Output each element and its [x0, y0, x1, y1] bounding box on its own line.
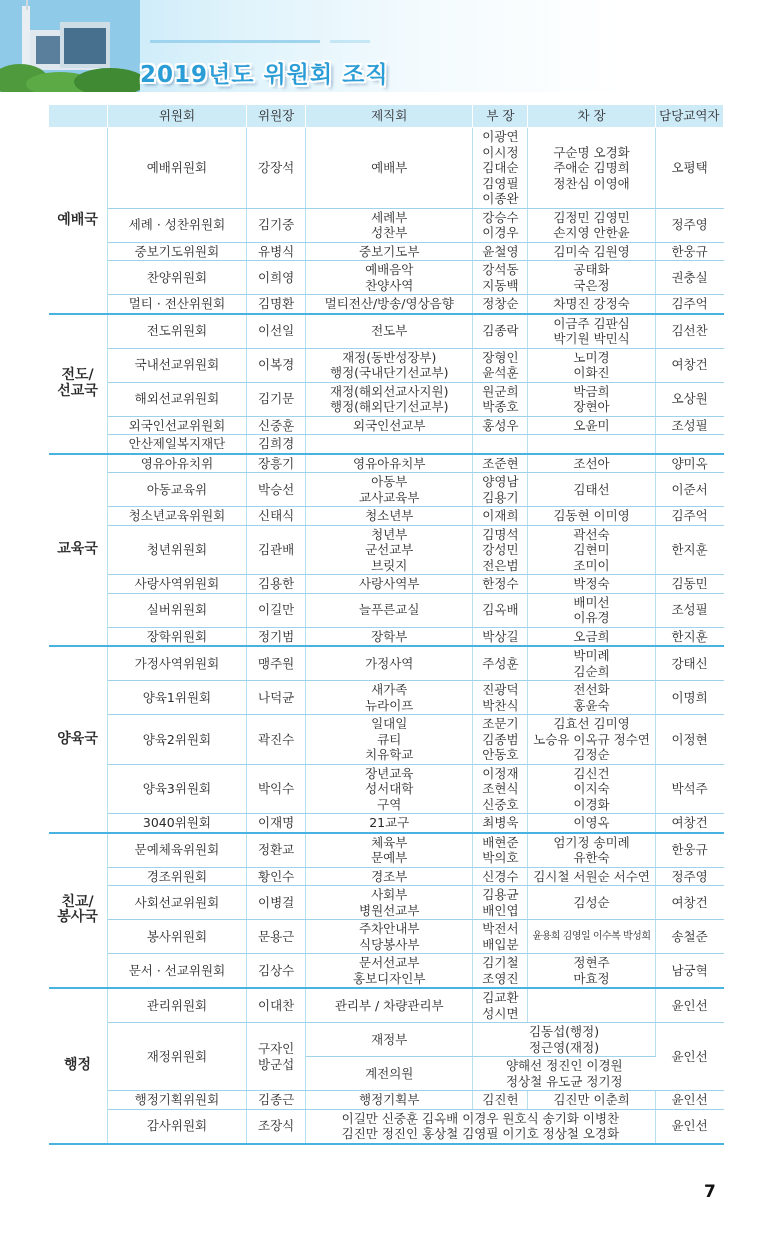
column-header-department: 제직회: [306, 105, 473, 128]
table-row: [49, 646, 724, 681]
chair-cell: 신태식: [247, 507, 306, 526]
chair-cell: 황인수: [247, 867, 306, 886]
head-cell: 김종락: [473, 314, 528, 349]
chair-cell: 문용근: [247, 920, 306, 954]
deputy-cell: 김효선 김미영 노승유 이옥규 정수연 김정순: [528, 715, 655, 765]
chair-cell: 이희영: [247, 261, 306, 295]
minister-cell: 정주영: [655, 208, 723, 242]
head-cell: 김옥배: [473, 593, 528, 627]
committee-cell: 양육1위원회: [107, 681, 247, 715]
head-cell: [473, 435, 528, 454]
minister-cell: 양미옥: [655, 454, 723, 473]
table-row: [49, 988, 724, 1023]
committee-cell: 장학위원회: [107, 627, 247, 646]
department-cell: 새가족 뉴라이프: [306, 681, 473, 715]
bureau-label: 행정: [49, 988, 108, 1144]
chair-cell: 유병식: [247, 242, 306, 261]
head-cell: 김용균 배인엽: [473, 886, 528, 920]
minister-cell: 송철준: [655, 920, 723, 954]
minister-cell: 조성필: [655, 593, 723, 627]
committee-cell: 청소년교육위원회: [107, 507, 247, 526]
department-cell: 일대일 큐티 치유학교: [306, 715, 473, 765]
minister-cell: 한웅규: [655, 242, 723, 261]
department-cell: 관리부 / 차량관리부: [306, 988, 473, 1023]
department-cell: 경조부: [306, 867, 473, 886]
chair-cell: 정환교: [247, 833, 306, 868]
department-cell: 사회부 병원선교부: [306, 886, 473, 920]
deputy-cell: 오금희: [528, 627, 655, 646]
committee-cell: 양육2위원회: [107, 715, 247, 765]
column-header-committee: 위원회: [107, 105, 247, 128]
deputy-cell: 박미례 김순희: [528, 646, 655, 681]
head-cell: 강석동 지동백: [473, 261, 528, 295]
chair-cell: 김기중: [247, 208, 306, 242]
table-row: [49, 128, 724, 209]
head-cell: 조문기 김종범 안동호: [473, 715, 528, 765]
minister-cell: 오상원: [655, 382, 723, 416]
deputy-cell: 정현주 마효정: [528, 954, 655, 989]
chair-cell: 김용한: [247, 575, 306, 594]
chair-cell: 이병걸: [247, 886, 306, 920]
minister-cell: 이준서: [655, 473, 723, 507]
chair-cell: 맹주원: [247, 646, 306, 681]
minister-cell: 한지훈: [655, 525, 723, 575]
committee-cell: 국내선교위원회: [107, 348, 247, 382]
chair-cell: 박익수: [247, 764, 306, 814]
head-cell: 양영남 김용기: [473, 473, 528, 507]
committee-cell: 사랑사역위원회: [107, 575, 247, 594]
minister-cell: 조성필: [655, 416, 723, 435]
deputy-cell: 박금희 장현아: [528, 382, 655, 416]
committee-table: [48, 104, 724, 1145]
department-cell: 재정(해외선교사지원) 행정(해외단기선교부): [306, 382, 473, 416]
bureau-label: 전도/ 선교국: [49, 314, 108, 454]
column-header-deputy: 차 장: [528, 105, 655, 128]
head-cell: 진광덕 박찬식: [473, 681, 528, 715]
head-cell: 원군희 박종호: [473, 382, 528, 416]
table-row: [49, 920, 724, 954]
deputy-cell: 김신건 이지숙 이경화: [528, 764, 655, 814]
committee-cell: 안산제일복지재단: [107, 435, 247, 454]
head-cell: 정창순: [473, 295, 528, 314]
table-row: [49, 507, 724, 526]
minister-cell: 윤인선: [655, 1109, 723, 1144]
head-cell: 윤철영: [473, 242, 528, 261]
deputy-cell: 엄기정 송미례 유한숙: [528, 833, 655, 868]
deputy-cell: 박정숙: [528, 575, 655, 594]
table-row: [49, 593, 724, 627]
table-row: [49, 627, 724, 646]
table-row: [49, 715, 724, 765]
minister-cell: 김주억: [655, 507, 723, 526]
deputy-cell: 노미경 이화진: [528, 348, 655, 382]
table-row: [49, 814, 724, 833]
department-cell: 멀티전산/방송/영상음향: [306, 295, 473, 314]
department-cell: [306, 435, 473, 454]
deputy-cell: 차명진 강정숙: [528, 295, 655, 314]
church-building-illustration: [0, 0, 140, 92]
table-row: [49, 681, 724, 715]
deputy-cell: [528, 435, 655, 454]
deputy-cell: 김정민 김영민 손지영 안한윤: [528, 208, 655, 242]
table-row: [49, 261, 724, 295]
table-row: [49, 764, 724, 814]
chair-cell: 이재명: [247, 814, 306, 833]
table-row: [49, 242, 724, 261]
chair-cell: 김희경: [247, 435, 306, 454]
minister-cell: 남궁혁: [655, 954, 723, 989]
chair-cell: 곽진수: [247, 715, 306, 765]
table-row: [49, 473, 724, 507]
column-header-chair: 위원장: [247, 105, 306, 128]
head-cell: 김기철 조영진: [473, 954, 528, 989]
chair-cell: 조장식: [247, 1109, 306, 1144]
department-cell: 행정기획부: [306, 1091, 473, 1110]
committee-cell: 사회선교위원회: [107, 886, 247, 920]
minister-cell: 김주억: [655, 295, 723, 314]
deputy-cell: 구순명 오경화 주애순 김명희 정찬심 이영애: [528, 128, 655, 209]
head-cell: 한정수: [473, 575, 528, 594]
department-cell: 재정(동반성장부) 행정(국내단기선교부): [306, 348, 473, 382]
table-row: [49, 886, 724, 920]
head-cell: 홍성우: [473, 416, 528, 435]
chair-cell: 김종근: [247, 1091, 306, 1110]
committee-cell: 행정기획위원회: [107, 1091, 247, 1110]
minister-cell: 정주영: [655, 867, 723, 886]
department-cell: 주차안내부 식당봉사부: [306, 920, 473, 954]
department-cell: 장년교육 성서대학 구역: [306, 764, 473, 814]
chair-cell: 박승선: [247, 473, 306, 507]
department-cell: 청년부 군선교부 브릿지: [306, 525, 473, 575]
table-row: [49, 454, 724, 473]
head-cell: 이광연 이시정 김대순 김영필 이종완: [473, 128, 528, 209]
deputy-cell: [528, 988, 655, 1023]
department-cell: 예배부: [306, 128, 473, 209]
minister-cell: 한지훈: [655, 627, 723, 646]
column-header-minister: 담당교역자: [655, 105, 723, 128]
committee-cell: 중보기도위원회: [107, 242, 247, 261]
department-cell: 문서선교부 홍보디자인부: [306, 954, 473, 989]
minister-cell: 이명희: [655, 681, 723, 715]
column-header-head: 부 장: [473, 105, 528, 128]
table-row: [49, 416, 724, 435]
table-row: [49, 1091, 724, 1110]
chair-cell: 정기범: [247, 627, 306, 646]
table-row: [49, 295, 724, 314]
page-title: 2019년도 위원회 조직: [140, 62, 389, 88]
committee-cell: 외국인선교위원회: [107, 416, 247, 435]
bureau-label: 친교/ 봉사국: [49, 833, 108, 989]
header-banner: [0, 0, 781, 92]
head-cell: 주성훈: [473, 646, 528, 681]
deputy-cell: 김시철 서원순 서수연: [528, 867, 655, 886]
table-row: [49, 1109, 724, 1144]
head-cell: 박전서 배입분: [473, 920, 528, 954]
deputy-cell: 공태화 국은정: [528, 261, 655, 295]
chair-cell: 김관배: [247, 525, 306, 575]
banner-decor-line: [330, 40, 370, 43]
committee-cell: 가정사역위원회: [107, 646, 247, 681]
minister-cell: 강태신: [655, 646, 723, 681]
table-row: [49, 575, 724, 594]
page-number: 7: [704, 1182, 716, 1202]
department-cell: 체육부 문예부: [306, 833, 473, 868]
committee-cell: 문예체육위원회: [107, 833, 247, 868]
deputy-cell: 조선아: [528, 454, 655, 473]
department-cell: 전도부: [306, 314, 473, 349]
table-row: [49, 348, 724, 382]
bureau-label: 교육국: [49, 454, 108, 647]
chair-cell: 신중훈: [247, 416, 306, 435]
committee-cell: 아동교육위: [107, 473, 247, 507]
chair-cell: 이복경: [247, 348, 306, 382]
committee-cell: 3040위원회: [107, 814, 247, 833]
department-cell: 21교구: [306, 814, 473, 833]
minister-cell: 여창건: [655, 814, 723, 833]
chair-cell: 이대찬: [247, 988, 306, 1023]
table-row: [49, 314, 724, 349]
committee-cell: 재정위원회: [107, 1023, 247, 1091]
table-row: [49, 435, 724, 454]
department-cell: 청소년부: [306, 507, 473, 526]
deputy-cell: 전선화 홍윤숙: [528, 681, 655, 715]
minister-cell: 여창건: [655, 886, 723, 920]
minister-cell: 김선찬: [655, 314, 723, 349]
chair-cell: 김기문: [247, 382, 306, 416]
department-cell: 예배음악 찬양사역: [306, 261, 473, 295]
minister-cell: 권충실: [655, 261, 723, 295]
deputy-cell: 곽선숙 김현미 조미이: [528, 525, 655, 575]
auditors-cell: 이길만 신중훈 김옥배 이경우 원호식 송기화 이병찬 김진만 정진인 홍상철 김영필 이기호 정상철 오경화: [306, 1109, 656, 1144]
head-cell: 장형인 윤석훈: [473, 348, 528, 382]
minister-cell: 윤인선: [655, 1023, 723, 1091]
table-row: [49, 382, 724, 416]
head-cell: 김명석 강성민 전은범: [473, 525, 528, 575]
table-row: [49, 1023, 724, 1057]
head-cell: 김교환 성시면: [473, 988, 528, 1023]
department-cell: 영유아유치부: [306, 454, 473, 473]
minister-cell: [655, 435, 723, 454]
chair-cell: 이선일: [247, 314, 306, 349]
committee-cell: 감사위원회: [107, 1109, 247, 1144]
department-cell: 계전의원: [306, 1057, 473, 1091]
head-cell: 이정재 조현식 신중호: [473, 764, 528, 814]
deputy-cell: 김태선: [528, 473, 655, 507]
committee-cell: 찬양위원회: [107, 261, 247, 295]
committee-cell: 예배위원회: [107, 128, 247, 209]
deputy-cell: 이금주 김판심 박기원 박민식: [528, 314, 655, 349]
minister-cell: 오평택: [655, 128, 723, 209]
head-cell: 이재희: [473, 507, 528, 526]
head-cell: 최병욱: [473, 814, 528, 833]
department-cell: 사랑사역부: [306, 575, 473, 594]
column-header-bureau: [49, 105, 108, 128]
deputy-cell: 김성순: [528, 886, 655, 920]
committee-cell: 전도위원회: [107, 314, 247, 349]
department-cell: 늘푸른교실: [306, 593, 473, 627]
committee-cell: 세례 · 성찬위원회: [107, 208, 247, 242]
deputy-cell: 김동현 이미영: [528, 507, 655, 526]
head-deputy-cell: 김동섭(행정) 정근영(재정): [473, 1023, 655, 1057]
head-cell: 김진헌: [473, 1091, 528, 1110]
department-cell: 외국인선교부: [306, 416, 473, 435]
department-cell: 중보기도부: [306, 242, 473, 261]
deputy-cell: 오윤미: [528, 416, 655, 435]
committee-cell: 경조위원회: [107, 867, 247, 886]
chair-cell: 구자인 방군섭: [247, 1023, 306, 1091]
minister-cell: 여창건: [655, 348, 723, 382]
head-cell: 신경수: [473, 867, 528, 886]
chair-cell: 이길만: [247, 593, 306, 627]
minister-cell: 한웅규: [655, 833, 723, 868]
head-cell: 박상길: [473, 627, 528, 646]
head-deputy-cell: 양해선 정진인 이경원 정상철 유도균 정기정: [473, 1057, 655, 1091]
department-cell: 세례부 성찬부: [306, 208, 473, 242]
head-cell: 강승수 이경우: [473, 208, 528, 242]
table-row: [49, 867, 724, 886]
minister-cell: 김동민: [655, 575, 723, 594]
banner-decor-line: [150, 40, 320, 43]
committee-cell: 해외선교위원회: [107, 382, 247, 416]
committee-cell: 봉사위원회: [107, 920, 247, 954]
bureau-label: 예배국: [49, 128, 108, 314]
chair-cell: 장흥기: [247, 454, 306, 473]
minister-cell: 윤인선: [655, 1091, 723, 1110]
committee-cell: 멀티 · 전산위원회: [107, 295, 247, 314]
committee-cell: 영유아유치위: [107, 454, 247, 473]
department-cell: 장학부: [306, 627, 473, 646]
head-cell: 조준현: [473, 454, 528, 473]
deputy-cell: 윤용희 김영일 이수복 박성희: [528, 920, 655, 954]
department-cell: 아동부 교사교육부: [306, 473, 473, 507]
department-cell: 가정사역: [306, 646, 473, 681]
committee-cell: 문서 · 선교위원회: [107, 954, 247, 989]
deputy-cell: 배미선 이유경: [528, 593, 655, 627]
chair-cell: 강장석: [247, 128, 306, 209]
table-header-row: [49, 105, 724, 128]
deputy-cell: 김진만 이춘희: [528, 1091, 655, 1110]
committee-cell: 실버위원회: [107, 593, 247, 627]
table-row: [49, 954, 724, 989]
table-row: [49, 833, 724, 868]
department-cell: 재정부: [306, 1023, 473, 1057]
chair-cell: 나덕균: [247, 681, 306, 715]
table-row: [49, 525, 724, 575]
minister-cell: 이정현: [655, 715, 723, 765]
minister-cell: 박석주: [655, 764, 723, 814]
deputy-cell: 이영옥: [528, 814, 655, 833]
minister-cell: 윤인선: [655, 988, 723, 1023]
committee-cell: 청년위원회: [107, 525, 247, 575]
chair-cell: 김상수: [247, 954, 306, 989]
bureau-label: 양육국: [49, 646, 108, 833]
deputy-cell: 김미숙 김원영: [528, 242, 655, 261]
chair-cell: 김명환: [247, 295, 306, 314]
committee-cell: 관리위원회: [107, 988, 247, 1023]
committee-cell: 양육3위원회: [107, 764, 247, 814]
head-cell: 배현준 박의호: [473, 833, 528, 868]
table-row: [49, 208, 724, 242]
